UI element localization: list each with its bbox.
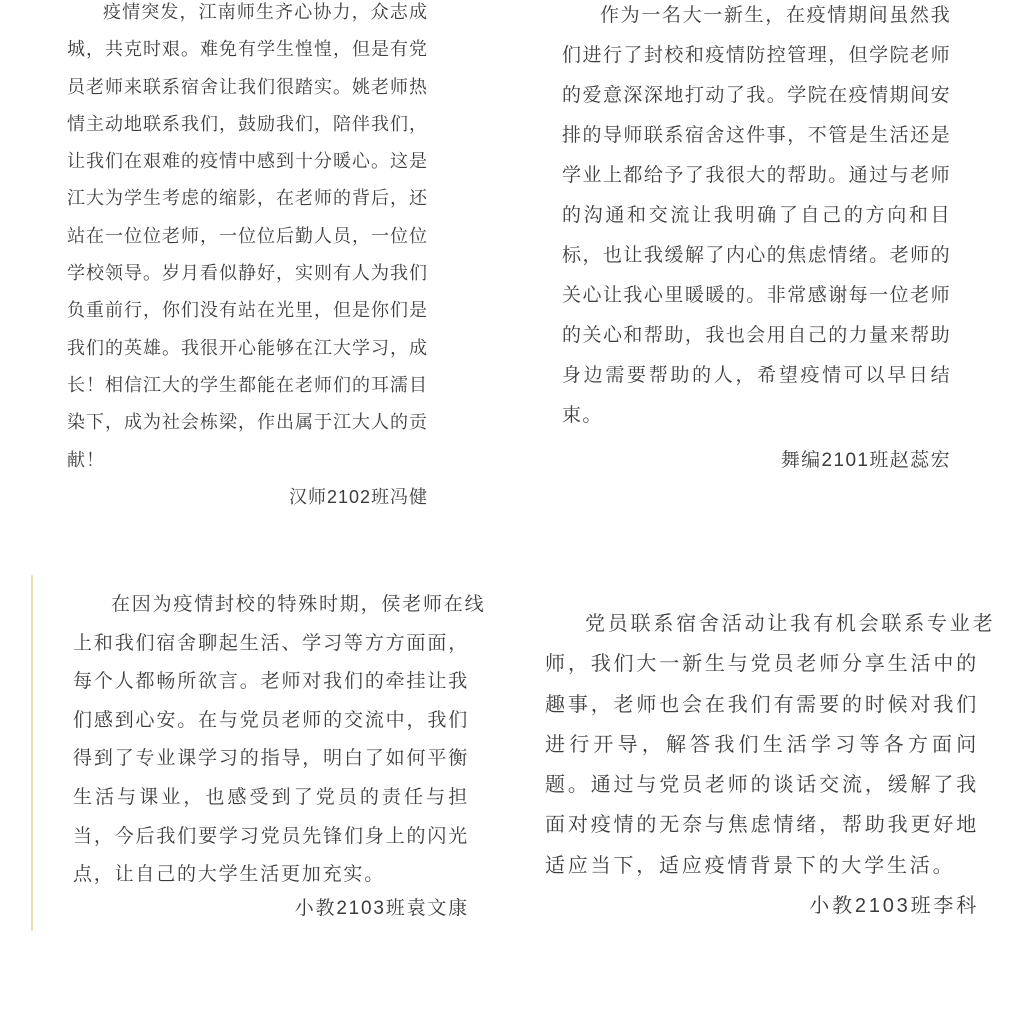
text-line: 的爱意深深地打动了我。学院在疫情期间安 xyxy=(562,85,951,106)
testimonial-bottom-right xyxy=(545,604,996,926)
text-line: 学校领导。岁月看似静好，实则有人为我们 xyxy=(67,263,428,284)
text-line: 标，也让我缓解了内心的焦虑情绪。老师的 xyxy=(562,245,951,266)
testimonial-body xyxy=(562,0,951,436)
text-line: 趣事，老师也会在我们有需要的时候对我们 xyxy=(545,693,979,716)
text-line: 员老师来联系宿舍让我们很踏实。姚老师热 xyxy=(67,76,428,97)
signature: 舞编2101班赵蕊宏 xyxy=(780,450,951,471)
text-line: 疫情突发，江南师生齐心协力，众志成 xyxy=(103,2,428,22)
text-line: 们进行了封校和疫情防控管理，但学院老师 xyxy=(562,45,951,66)
text-line: 题。通过与党员老师的谈话交流，缓解了我 xyxy=(545,774,979,797)
text-line: 得到了专业课学习的指导，明白了如何平衡 xyxy=(73,748,469,770)
text-line: 献！ xyxy=(67,449,105,470)
text-line: 适应当下，适应疫情背景下的大学生活。 xyxy=(545,854,956,877)
testimonial-top-left xyxy=(67,0,428,516)
text-line: 江大为学生考虑的缩影，在老师的背后，还 xyxy=(67,188,428,209)
text-line: 每个人都畅所欲言。老师对我们的牵挂让我 xyxy=(73,671,469,693)
text-line: 关心让我心里暖暖的。非常感谢每一位老师 xyxy=(562,285,951,306)
testimonial-top-right xyxy=(562,0,951,481)
text-line: 作为一名大一新生，在疫情期间虽然我 xyxy=(600,5,951,26)
text-line: 点，让自己的大学生活更加充实。 xyxy=(73,864,386,886)
text-line: 的关心和帮助，我也会用自己的力量来帮助 xyxy=(562,325,951,346)
text-line: 排的导师联系宿舍这件事，不管是生活还是 xyxy=(562,125,951,146)
text-line: 党员联系宿舍活动让我有机会联系专业老 xyxy=(585,613,996,635)
text-line: 城，共克时艰。难免有学生惶惶，但是有党 xyxy=(67,39,428,60)
text-line: 我们的英雄。我很开心能够在江大学习，成 xyxy=(67,337,428,358)
signature: 汉师2102班冯健 xyxy=(288,486,428,507)
text-line: 们感到心安。在与党员老师的交流中，我们 xyxy=(73,709,469,731)
text-line: 在因为疫情封校的特殊时期，侯老师在线 xyxy=(111,594,486,615)
text-line: 让我们在艰难的疫情中感到十分暖心。这是 xyxy=(67,151,428,172)
testimonial-body xyxy=(545,604,996,886)
text-line: 上和我们宿舍聊起生活、学习等方方面面， xyxy=(73,632,469,654)
text-line: 师，我们大一新生与党员老师分享生活中的 xyxy=(545,653,979,676)
text-line: 的沟通和交流让我明确了自己的方向和目 xyxy=(562,205,951,226)
text-line: 身边需要帮助的人，希望疫情可以早日结 xyxy=(562,365,951,386)
text-line: 站在一位位老师，一位位后勤人员，一位位 xyxy=(67,225,428,246)
text-line: 负重前行，你们没有站在光里，但是你们是 xyxy=(67,300,428,321)
signature: 小教2103班袁文康 xyxy=(294,897,469,919)
text-line: 束。 xyxy=(562,405,603,426)
text-line: 生活与课业，也感受到了党员的责任与担 xyxy=(73,786,469,808)
text-line: 染下，成为社会栋梁，作出属于江大人的贡 xyxy=(67,412,428,433)
testimonial-body xyxy=(73,586,486,895)
yellow-accent-line xyxy=(31,575,33,931)
text-line: 学业上都给予了我很大的帮助。通过与老师 xyxy=(562,165,951,186)
text-line: 长！相信江大的学生都能在老师们的耳濡目 xyxy=(67,374,428,395)
testimonial-body xyxy=(67,0,428,479)
text-line: 进行开导，解答我们生活学习等各方面问 xyxy=(545,733,979,756)
testimonial-bottom-left xyxy=(73,586,486,928)
text-line: 面对疫情的无奈与焦虑情绪，帮助我更好地 xyxy=(545,814,979,837)
text-line: 情主动地联系我们，鼓励我们，陪伴我们， xyxy=(67,113,428,134)
signature: 小教2103班李科 xyxy=(809,895,979,918)
text-line: 当，今后我们要学习党员先锋们身上的闪光 xyxy=(73,825,469,847)
